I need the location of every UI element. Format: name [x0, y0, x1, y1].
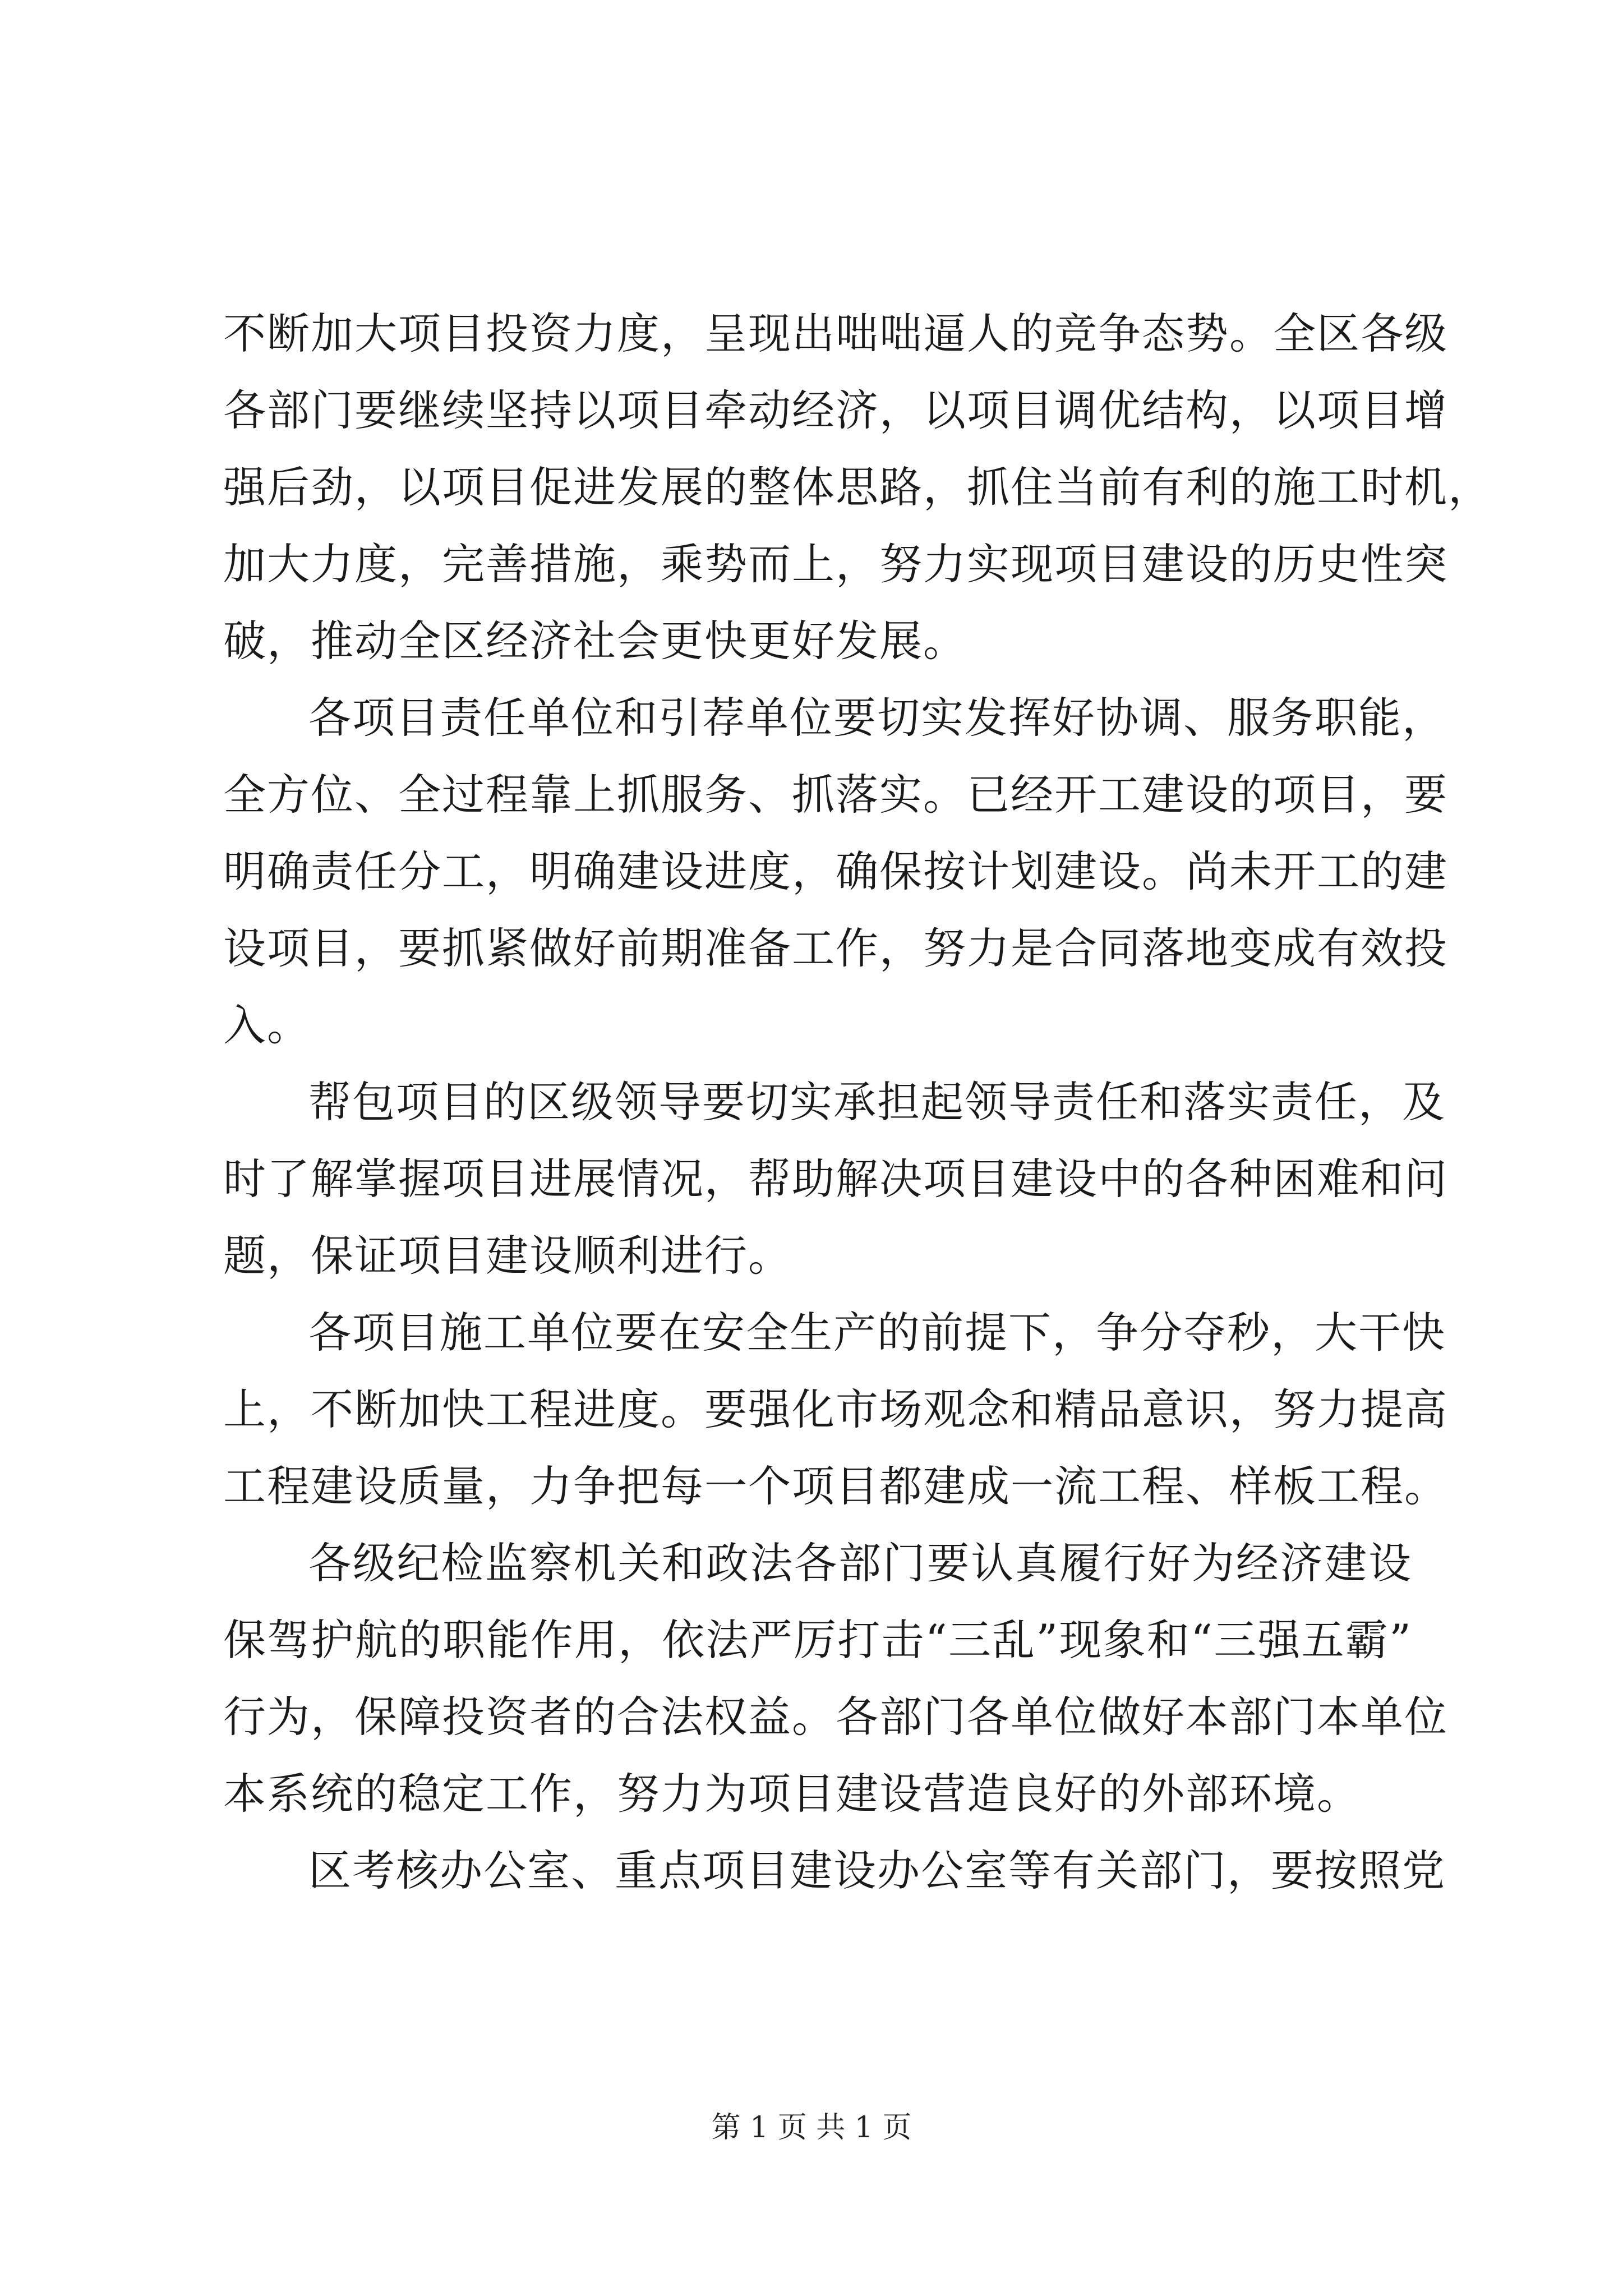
text-line: 加大力度，完善措施，乘势而上，努力实现项目建设的历史性突 — [223, 539, 1448, 589]
text-line: 时了解掌握项目进展情况，帮助解决项目建设中的各种困难和问 — [223, 1154, 1448, 1204]
text-line: 保驾护航的职能作用，依法严厉打击“三乱”现象和“三强五霸” — [223, 1615, 1412, 1665]
paragraph-start-line: 帮包项目的区级领导要切实承担起领导责任和落实责任，及 — [308, 1077, 1446, 1127]
text-line: 题，保证项目建设顺利进行。 — [223, 1231, 792, 1281]
text-line: 工程建设质量，力争把每一个项目都建成一流工程、样板工程。 — [223, 1461, 1448, 1511]
paragraph-start-line: 各项目责任单位和引荐单位要切实发挥好协调、服务职能， — [308, 693, 1446, 743]
text-line: 设项目，要抓紧做好前期准备工作，努力是合同落地变成有效投 — [223, 923, 1448, 973]
text-line: 入。 — [223, 1000, 311, 1050]
paragraph-start-line: 各级纪检监察机关和政法各部门要认真履行好为经济建设 — [308, 1538, 1412, 1588]
text-line: 上，不断加快工程进度。要强化市场观念和精品意识，努力提高 — [223, 1384, 1448, 1434]
text-line: 不断加大项目投资力度，呈现出咄咄逼人的竞争态势。全区各级 — [223, 309, 1448, 358]
text-line: 明确责任分工，明确建设进度，确保按计划建设。尚未开工的建 — [223, 846, 1448, 896]
paragraph-start-line: 各项目施工单位要在安全生产的前提下，争分夺秒，大干快 — [308, 1308, 1446, 1358]
text-line: 强后劲，以项目促进发展的整体思路，抓住当前有利的施工时机， — [223, 462, 1492, 512]
text-line: 本系统的稳定工作，努力为项目建设营造良好的外部环境。 — [223, 1769, 1361, 1819]
text-line: 行为，保障投资者的合法权益。各部门各单位做好本部门本单位 — [223, 1692, 1448, 1742]
paragraph-start-line: 区考核办公室、重点项目建设办公室等有关部门，要按照党 — [308, 1846, 1446, 1895]
text-line: 破，推动全区经济社会更快更好发展。 — [223, 616, 967, 666]
text-line: 各部门要继续坚持以项目牵动经济，以项目调优结构，以项目增 — [223, 385, 1448, 435]
page-number-footer: 第 1 页 共 1 页 — [711, 2111, 912, 2145]
text-line: 全方位、全过程靠上抓服务、抓落实。已经开工建设的项目，要 — [223, 770, 1448, 820]
